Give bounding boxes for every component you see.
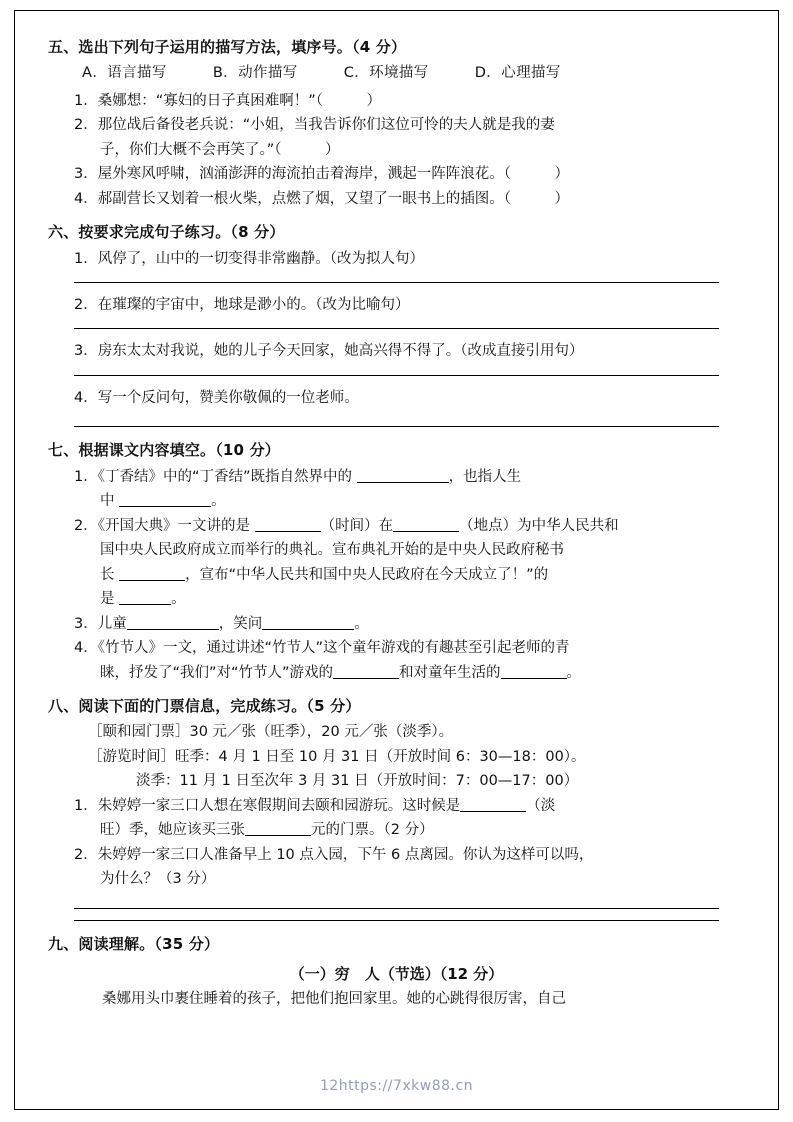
s7-q1-blank-1[interactable] [357,467,449,483]
answer-line-6-4[interactable] [74,426,719,427]
section6-item-1: 1．风停了，山中的一切变得非常幽静。（改为拟人句） [74,250,424,267]
s7-q2-blank-2[interactable] [393,516,459,532]
s7-q1-part-c: 中 [100,493,115,510]
section8-item-2: 2．朱婷婷一家三口人准备早上 10 点入园，下午 6 点离园。你认为这样可以吗， [74,846,594,863]
s7-q2-part-g: 是 [100,591,115,608]
section5-item-2: 2．那位战后备役老兵说：“小姐，当我告诉你们这位可怜的夫人就是我的妻 [74,117,555,134]
s7-q1-part-b: ，也指人生 [448,468,522,485]
answer-line-6-1[interactable] [74,282,719,283]
answer-line-6-3[interactable] [74,375,719,376]
section5-options [48,62,745,85]
section5-item-2-cont: 子，你们大概不会再笑了。”（ ） [100,141,340,158]
option-a: A．语言描写 [82,65,167,82]
section7-item-4-cont [48,662,745,685]
s7-q3-part-c: 。 [354,615,369,632]
s7-q2-part-b: （时间）在 [320,517,394,534]
option-d: D．心理描写 [474,65,561,82]
watermark: 12https://7xkw88.cn [319,1078,474,1094]
answer-line-8-2b[interactable] [74,920,719,921]
s8-q1-part-a: 1．朱婷婷一家三口人想在寒假期间去颐和园游玩。这时候是 [74,797,461,814]
option-c: C．环境描写 [343,65,429,82]
section8-item-2-cont: 为什么？（3 分） [100,871,216,888]
s7-q2-part-e: 长 [100,566,115,583]
section7-item-3 [48,613,745,636]
s7-q4-part-c: 和对童年生活的 [399,664,501,681]
section7-item-2-cont3 [48,588,745,611]
s7-q3-part-a: 3．儿童 [74,615,127,632]
answer-line-6-2[interactable] [74,328,719,329]
s7-q2-blank-4[interactable] [119,590,171,606]
section-title-8: 八、阅读下面的门票信息，完成练习。（5 分） [48,697,361,716]
section5-item-1: 1．桑娜想：“寡妇的日子真困难啊！”（ ） [74,92,381,109]
s7-q4-blank-1[interactable] [333,663,399,679]
ticket-price-line: ［颐和园门票］30 元／张（旺季），20 元／张（淡季）。 [88,724,454,741]
s7-q2-part-h: 。 [171,591,186,608]
s8-q1-part-c: 旺）季，她应该买三张 [100,822,245,839]
s7-q2-blank-3[interactable] [119,565,185,581]
section-title-7: 七、根据课文内容填空。（10 分） [48,441,280,460]
s7-q2-part-c: （地点）为中华人民共和 [459,517,619,534]
s7-q4-part-d: 。 [566,664,582,681]
s7-q2-blank-1[interactable] [255,516,321,532]
section6-item-2: 2．在璀璨的宇宙中，地球是渺小的。（改为比喻句） [74,296,410,313]
ticket-time-line-offpeak: 淡季：11 月 1 日至次年 3 月 31 日（开放时间：7：00—17：00） [136,773,579,790]
section8-item-1-cont [48,819,745,842]
s7-q2-part-f: ，宣布“中华人民共和国中央人民政府在今天成立了！”的 [185,566,549,583]
section5-item-3: 3．屋外寒风呼啸，汹涌澎湃的海流拍击着海岸，溅起一阵阵浪花。（ ） [74,166,569,183]
answer-line-8-2a[interactable] [74,908,719,909]
s7-q1-blank-2[interactable] [119,492,211,508]
s8-q1-blank-1[interactable] [460,796,526,812]
s7-q2-part-a: 2．《开国大典》一文讲的是 [74,517,250,534]
s7-q3-blank-2[interactable] [262,614,354,630]
s7-q1-part-d: 。 [211,493,226,510]
option-b: B．动作描写 [212,65,298,82]
ticket-time-line-peak: ［游览时间］旺季：4 月 1 日至 10 月 31 日（开放时间 6：30—18：00）。 [88,748,586,765]
s7-q3-part-b: ，笑问 [218,615,263,632]
section7-item-1-cont [48,490,745,513]
section6-item-4: 4．写一个反问句，赞美你敬佩的一位老师。 [74,389,359,406]
section8-item-1 [48,795,745,818]
page-content [48,35,745,1012]
section-title-5: 五、选出下列句子运用的描写方法，填序号。（4 分） [48,38,407,56]
section7-item-1 [48,466,745,489]
section7-item-2-cont1: 国中央人民政府成立而举行的典礼。宣布典礼开始的是中央人民政府秘书 [100,542,564,559]
s7-q1-part-a: 1．《丁香结》中的“丁香结”既指自然界中的 [74,468,352,485]
s7-q4-blank-2[interactable] [501,663,567,679]
section6-item-3: 3．房东太太对我说，她的儿子今天回家，她高兴得不得了。（改成直接引用句） [74,343,584,360]
s7-q3-blank-1[interactable] [127,614,219,630]
section7-item-2 [48,515,745,538]
section7-item-4: 4．《竹节人》一文，通过讲述“竹节人”这个童年游戏的有趣甚至引起老师的青 [74,640,570,657]
s7-q4-part-b: 睐，抒发了“我们”对“竹节人”游戏的 [100,664,334,681]
section7-item-2-cont2 [48,564,745,587]
s8-q1-part-d: 元的门票。（2 分） [311,822,434,839]
s8-q1-blank-2[interactable] [245,821,311,837]
reading-passage-title: （一）穷 人（节选）（12 分） [289,965,504,984]
section5-item-4: 4．郝副营长又划着一根火柴，点燃了烟，又望了一眼书上的插图。（ ） [74,190,569,207]
s8-q1-part-b: （淡 [526,797,556,814]
section-title-9: 九、阅读理解。（35 分） [48,934,220,953]
reading-passage-body: 桑娜用头巾裹住睡着的孩子，把他们抱回家里。她的心跳得很厉害，自己 [102,991,566,1008]
section-title-6: 六、按要求完成句子练习。（8 分） [48,223,285,242]
